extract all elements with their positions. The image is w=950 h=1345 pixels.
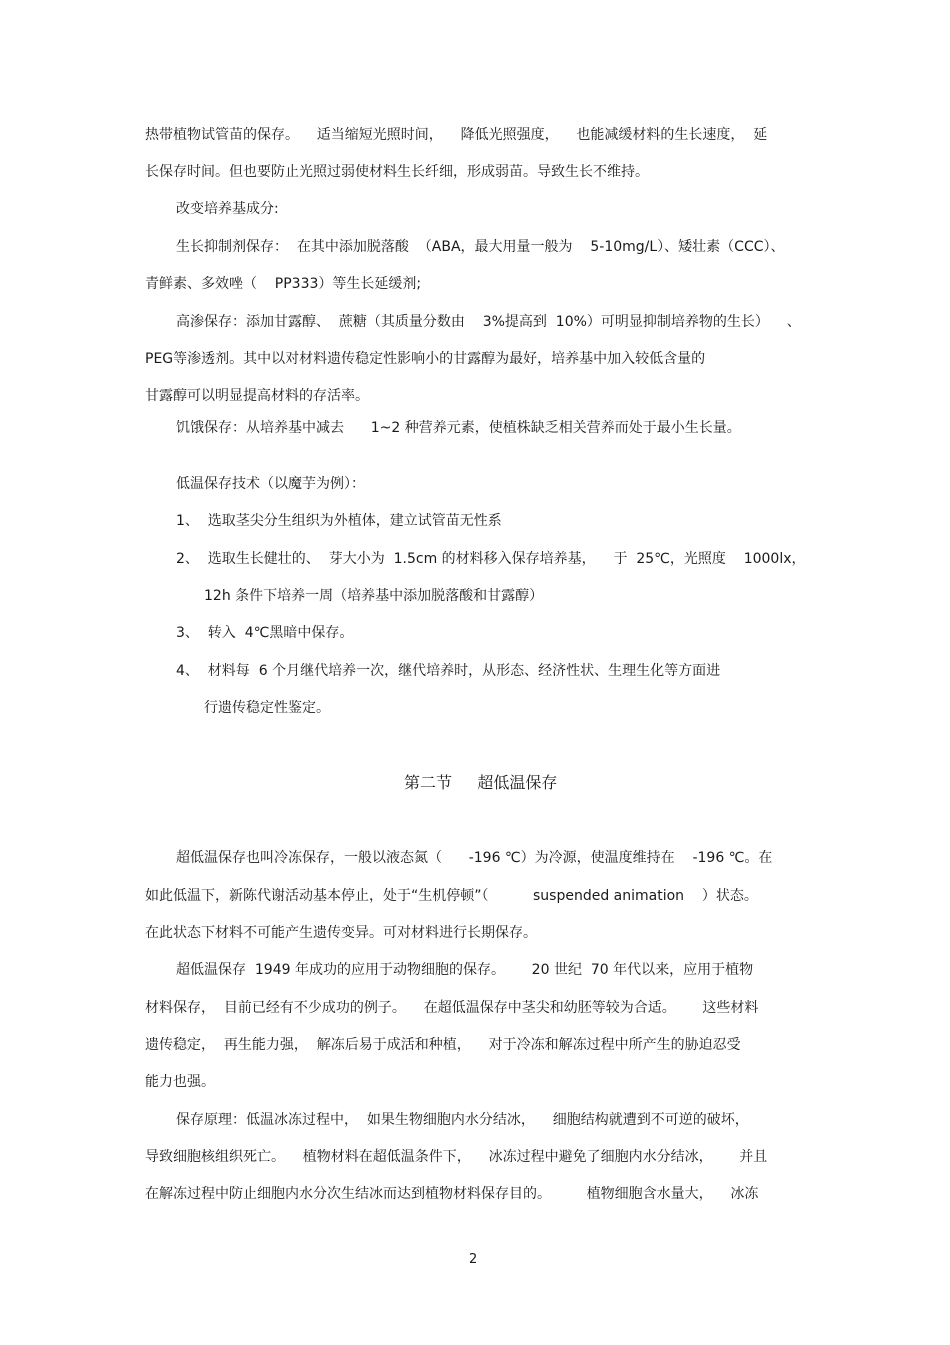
paragraph-line: 甘露醇可以明显提高材料的存活率。 <box>145 388 369 404</box>
paragraph-line: 在此状态下材料不可能产生遗传变异。可对材料进行长期保存。 <box>145 925 537 941</box>
paragraph-line: 饥饿保存：从培养基中减去 1~2 种营养元素，使植株缺乏相关营养而处于最小生长量。 <box>176 420 741 436</box>
paragraph-line: 能力也强。 <box>145 1074 215 1090</box>
paragraph-line: 热带植物试管苗的保存。 适当缩短光照时间， 降低光照强度， 也能减缓材料的生长速度， 延 <box>145 127 768 143</box>
section-heading: 第二节 超低温保存 <box>404 773 558 792</box>
paragraph-line: 改变培养基成分: <box>176 201 279 217</box>
list-item: 1、 选取茎尖分生组织为外植体，建立试管苗无性系 <box>176 513 502 529</box>
paragraph-line: 高渗保存：添加甘露醇、 蔗糖（其质量分数由 3%提高到 10%）可明显抑制培养物的生长） 、 <box>176 314 801 330</box>
paragraph-line: 青鲜素、多效唑（ PP333）等生长延缓剂; <box>145 276 422 292</box>
list-item-continuation: 行遗传稳定性鉴定。 <box>204 700 330 716</box>
list-item: 3、 转入 4℃黑暗中保存。 <box>176 625 354 641</box>
paragraph-line: 低温保存技术（以魔芋为例）： <box>176 476 365 492</box>
list-item: 4、 材料每 6 个月继代培养一次，继代培养时，从形态、经济性状、生理生化等方面进 <box>176 663 721 679</box>
paragraph-line: 在解冻过程中防止细胞内水分次生结冰而达到植物材料保存目的。 植物细胞含水量大， 冰冻 <box>145 1186 759 1202</box>
paragraph-line: 保存原理：低温冰冻过程中， 如果生物细胞内水分结冰， 细胞结构就遭到不可逆的破坏， <box>176 1112 749 1128</box>
paragraph-line: 长保存时间。但也要防止光照过弱使材料生长纤细，形成弱苗。导致生长不维持。 <box>145 164 649 180</box>
page-number: 2 <box>469 1252 478 1267</box>
paragraph-line: 超低温保存 1949 年成功的应用于动物细胞的保存。 20 世纪 70 年代以来，应用于植物 <box>176 962 754 978</box>
paragraph-line: 生长抑制剂保存： 在其中添加脱落酸 （ABA，最大用量一般为 5-10mg/L）、矮壮素（CCC）、 <box>176 239 785 255</box>
paragraph-line: 遗传稳定， 再生能力强， 解冻后易于成活和种植， 对于冷冻和解冻过程中所产生的胁迫忍受 <box>145 1037 741 1053</box>
paragraph-line: 材料保存， 目前已经有不少成功的例子。 在超低温保存中茎尖和幼胚等较为合适。 这些材料 <box>145 1000 759 1016</box>
list-item: 2、 选取生长健壮的、 芽大小为 1.5cm 的材料移入保存培养基， 于 25℃，光照度 1000lx， <box>176 551 806 567</box>
paragraph-line: 如此低温下，新陈代谢活动基本停止，处于“生机停顿”（ suspended animation ）状态。 <box>145 888 758 904</box>
paragraph-line: 导致细胞核组织死亡。 植物材料在超低温条件下， 冰冻过程中避免了细胞内水分结冰， 并且 <box>145 1149 768 1165</box>
paragraph-line: PEG等渗透剂。其中以对材料遗传稳定性影响小的甘露醇为最好，培养基中加入较低含量的 <box>145 351 706 367</box>
list-item-continuation: 12h 条件下培养一周（培养基中添加脱落酸和甘露醇） <box>204 588 544 604</box>
paragraph-line: 超低温保存也叫冷冻保存，一般以液态氮（ -196 ℃）为冷源，使温度维持在 -196 ℃。在 <box>176 850 773 866</box>
